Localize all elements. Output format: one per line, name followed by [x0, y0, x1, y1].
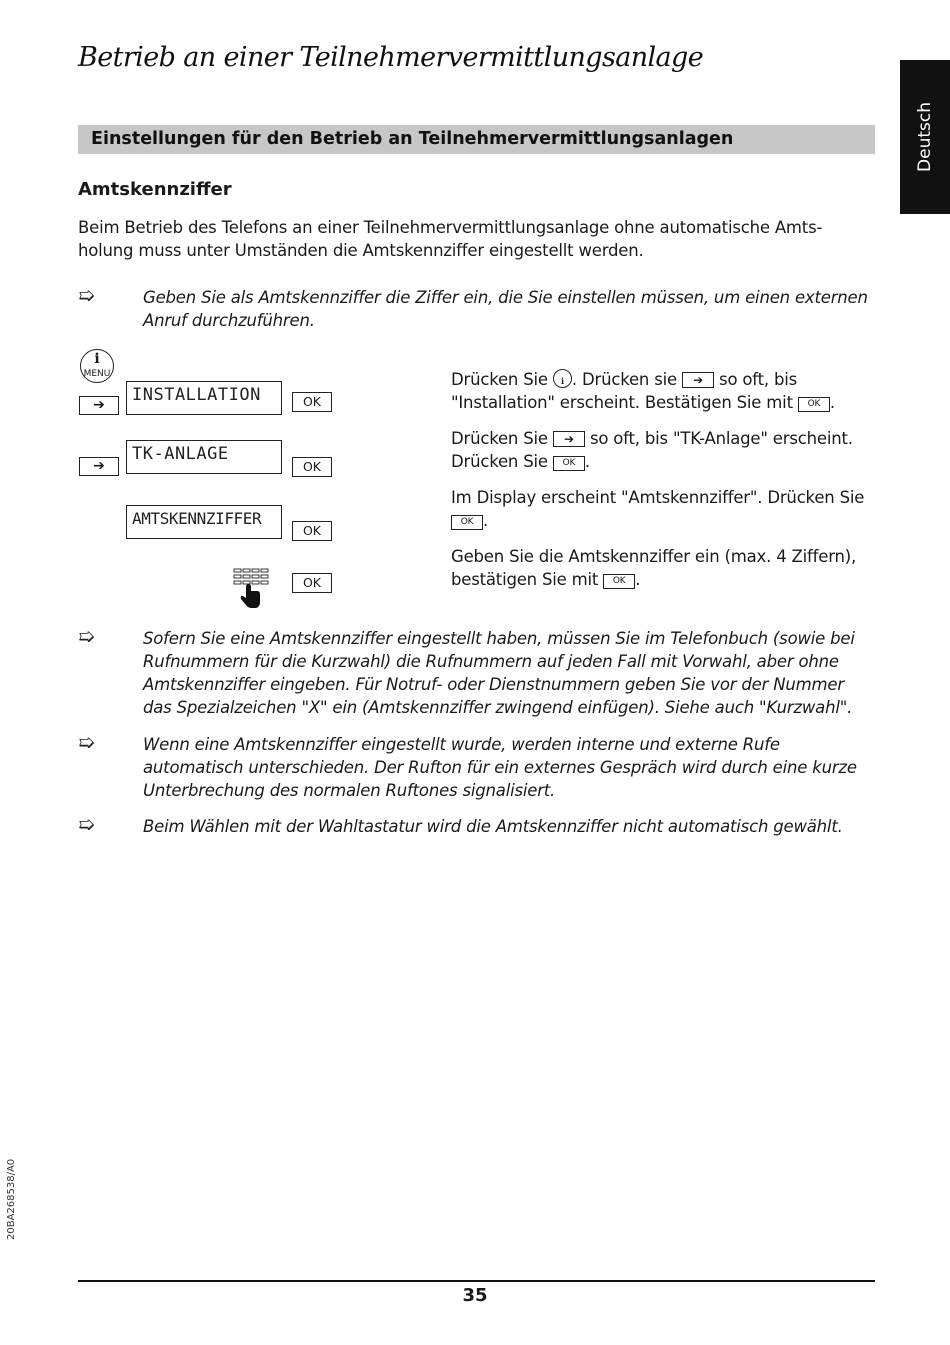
hint-arrow-icon: ➯: [78, 624, 95, 648]
step-text: Drücken Sie: [451, 429, 553, 448]
menu-key-label: MENU: [83, 369, 111, 379]
note-line: automatisch unterschieden. Der Rufton für ein externes Gespräch wird durch eine kurze: [143, 758, 857, 777]
section-heading-bar: [78, 125, 875, 154]
step-text: Drücken Sie: [451, 370, 553, 389]
menu-key-icon: [80, 349, 114, 383]
language-tab-label: Deutsch: [915, 102, 935, 172]
note-line: Sofern Sie eine Amtskennziffer eingestellt haben, müssen Sie im Telefonbuch (sowie bei: [143, 629, 855, 648]
intro-paragraph: [78, 216, 822, 262]
step-1: [451, 368, 881, 414]
ok-key: OK: [292, 521, 332, 541]
step-text: .: [635, 570, 641, 589]
hint-arrow-icon: ➯: [78, 730, 95, 754]
lcd-display-tk-anlage: TK-ANLAGE: [126, 440, 282, 474]
step-text: bestätigen Sie mit: [451, 570, 604, 589]
step-text: Geben Sie die Amtskennziffer ein (max. 4 Ziffern),: [451, 547, 857, 566]
note-line: Rufnummern für die Kurzwahl) die Rufnummern auf jeden Fall mit Vorwahl, aber ohne: [143, 652, 839, 671]
lcd-display-amtskennziffer: AMTSKENNZIFFER: [126, 505, 282, 539]
step-text: Drücken Sie: [451, 452, 553, 471]
step-text: .: [483, 511, 489, 530]
subheading: Amtskennziffer: [78, 179, 232, 200]
step-text: so oft, bis: [714, 370, 798, 389]
keypad-icon: [232, 567, 272, 609]
note-1: [143, 286, 868, 332]
hint-arrow-icon: ➯: [78, 283, 95, 307]
page-title: Betrieb an einer Teilnehmervermittlungsanlage: [78, 42, 704, 73]
ok-key: OK: [292, 573, 332, 593]
ok-key: OK: [292, 457, 332, 477]
step-text: .: [829, 393, 835, 412]
footer-divider: [78, 1280, 875, 1282]
note-3: [143, 733, 857, 802]
lcd-display-installation: INSTALLATION: [126, 381, 282, 415]
ok-key-inline-icon: OK: [451, 515, 483, 530]
intro-line: holung muss unter Umständen die Amtskennziffer eingestellt werden.: [78, 241, 644, 260]
arrow-key-icon: ➔: [79, 457, 119, 476]
arrow-key-icon: ➔: [79, 396, 119, 415]
step-text: .: [584, 452, 590, 471]
step-4: [451, 545, 881, 591]
page-number: 35: [462, 1285, 488, 1306]
hint-arrow-icon: ➯: [78, 812, 95, 836]
step-text: . Drücken sie: [571, 370, 683, 389]
step-3: [451, 486, 881, 532]
arrow-key-inline-icon: ➔: [682, 372, 714, 388]
note-line: das Spezialzeichen "X" ein (Amtskennziffer zwingend einfügen). Siehe auch "Kurzwahl".: [143, 698, 853, 717]
section-heading: Einstellungen für den Betrieb an Teilnehmervermittlungsanlagen: [91, 129, 734, 149]
note-line: Geben Sie als Amtskennziffer die Ziffer ein, die Sie einstellen müssen, um einen externen: [143, 288, 868, 307]
step-text: Im Display erscheint "Amtskennziffer". Drücken Sie: [451, 488, 865, 507]
note-4: Beim Wählen mit der Wahltastatur wird die Amtskennziffer nicht automatisch gewählt.: [143, 817, 843, 836]
step-text: "Installation" erscheint. Bestätigen Sie mit: [451, 393, 798, 412]
ok-key: OK: [292, 392, 332, 412]
note-line: Amtskennziffer eingeben. Für Notruf- oder Dienstnummern geben Sie vor der Nummer: [143, 675, 844, 694]
language-tab: [900, 60, 950, 214]
step-2: [451, 427, 881, 473]
note-line: Wenn eine Amtskennziffer eingestellt wurde, werden interne und externe Rufe: [143, 735, 780, 754]
intro-line: Beim Betrieb des Telefons an einer Teilnehmervermittlungsanlage ohne automatische Amts-: [78, 218, 823, 237]
menu-key-inline-icon: [553, 369, 572, 388]
note-2: [143, 627, 855, 719]
menu-key-i: i: [94, 351, 100, 367]
note-line: Anruf durchzuführen.: [143, 311, 315, 330]
ok-key-inline-icon: OK: [798, 397, 830, 412]
note-line: Unterbrechung des normalen Ruftones signalisiert.: [143, 781, 556, 800]
document-code: 20BA268538/A0: [6, 1158, 17, 1240]
step-text: so oft, bis "TK-Anlage" erscheint.: [584, 429, 853, 448]
arrow-key-inline-icon: ➔: [553, 431, 585, 447]
ok-key-inline-icon: OK: [553, 456, 585, 471]
ok-key-inline-icon: OK: [603, 574, 635, 589]
